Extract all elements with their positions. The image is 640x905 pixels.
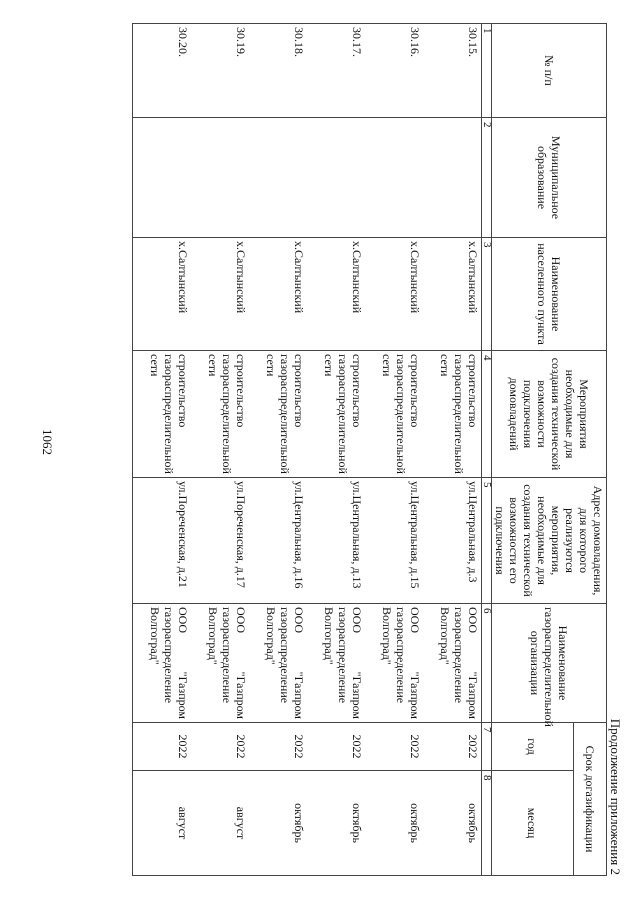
row-measure: строительство газораспределительной сети [133,351,192,478]
row-address: ул.Центральная, д.13 [307,478,365,604]
header-address: Адрес домовладения, для которого реализуются мероприятия, необходимые для создания технической возможности его подключения [492,478,607,604]
row-municipality [249,118,307,238]
row-number: 30.18. [249,24,307,118]
row-month: октябрь [307,771,365,876]
column-number: 1 [482,24,492,118]
row-settlement: х.Салтынский [191,238,249,351]
row-month: август [133,771,192,876]
column-number: 6 [482,604,492,723]
row-settlement: х.Салтынский [365,238,423,351]
header-municipality: Муниципальное образование [492,118,607,238]
header-organization: Наименование газораспределительной организации [492,604,607,723]
row-organization: ООО "Газпром газораспределение Волгоград" [191,604,249,723]
row-measure: строительство газораспределительной сети [191,351,249,478]
table-row [191,24,249,876]
row-measure: строительство газораспределительной сети [249,351,307,478]
column-number: 8 [482,771,492,876]
row-number: 30.17. [307,24,365,118]
row-year: 2022 [133,723,192,771]
row-settlement: х.Салтынский [249,238,307,351]
header-settlement: Наименование населенного пункта [492,238,607,351]
row-year: 2022 [191,723,249,771]
appendix-note: Продолжение приложения 2 [608,718,623,875]
row-municipality [307,118,365,238]
row-month: август [191,771,249,876]
row-organization: ООО "Газпром газораспределение Волгоград" [365,604,423,723]
column-number: 4 [482,351,492,478]
row-number: 30.16. [365,24,423,118]
row-measure: строительство газораспределительной сети [307,351,365,478]
table-row [307,24,365,876]
column-number: 2 [482,118,492,238]
row-settlement: х.Салтынский [133,238,192,351]
table-row [133,24,192,876]
row-address: ул.Центральная, д.3 [423,478,482,604]
column-number: 5 [482,478,492,604]
header-year: год [492,723,574,771]
header-row [574,24,607,876]
row-measure: строительство газораспределительной сети [365,351,423,478]
row-organization: ООО "Газпром газораспределение Волгоград" [133,604,192,723]
table-row [423,24,482,876]
rotated-document [53,23,623,883]
row-year: 2022 [365,723,423,771]
row-municipality [133,118,192,238]
row-settlement: х.Салтынский [307,238,365,351]
row-municipality [191,118,249,238]
row-settlement: х.Салтынский [423,238,482,351]
row-municipality [423,118,482,238]
row-address: ул.Пореченская, д.21 [133,478,192,604]
row-organization: ООО "Газпром газораспределение Волгоград" [307,604,365,723]
row-month: октябрь [249,771,307,876]
header-number: № п/п [492,24,607,118]
row-address: ул.Центральная, д.16 [249,478,307,604]
column-number: 7 [482,723,492,771]
column-number: 3 [482,238,492,351]
header-measures: Мероприятия необходимые для создания технической возможности подключения домовладений [492,351,607,478]
row-month: октябрь [423,771,482,876]
header-month: месяц [492,771,574,876]
table-row [365,24,423,876]
row-organization: ООО "Газпром газораспределение Волгоград" [249,604,307,723]
row-number: 30.20. [133,24,192,118]
row-address: ул.Центральная, д.15 [365,478,423,604]
data-table [132,23,607,876]
row-year: 2022 [307,723,365,771]
table-row [249,24,307,876]
row-address: ул.Пореченская, д.17 [191,478,249,604]
row-month: октябрь [365,771,423,876]
row-municipality [365,118,423,238]
row-organization: ООО "Газпром газораспределение Волгоград" [423,604,482,723]
row-measure: строительство газораспределительной сети [423,351,482,478]
column-number-row [482,24,492,876]
row-year: 2022 [423,723,482,771]
page-number: 1062 [40,429,55,455]
row-number: 30.19. [191,24,249,118]
row-number: 30.15. [423,24,482,118]
row-year: 2022 [249,723,307,771]
header-term: Срок догазификации [574,723,607,876]
